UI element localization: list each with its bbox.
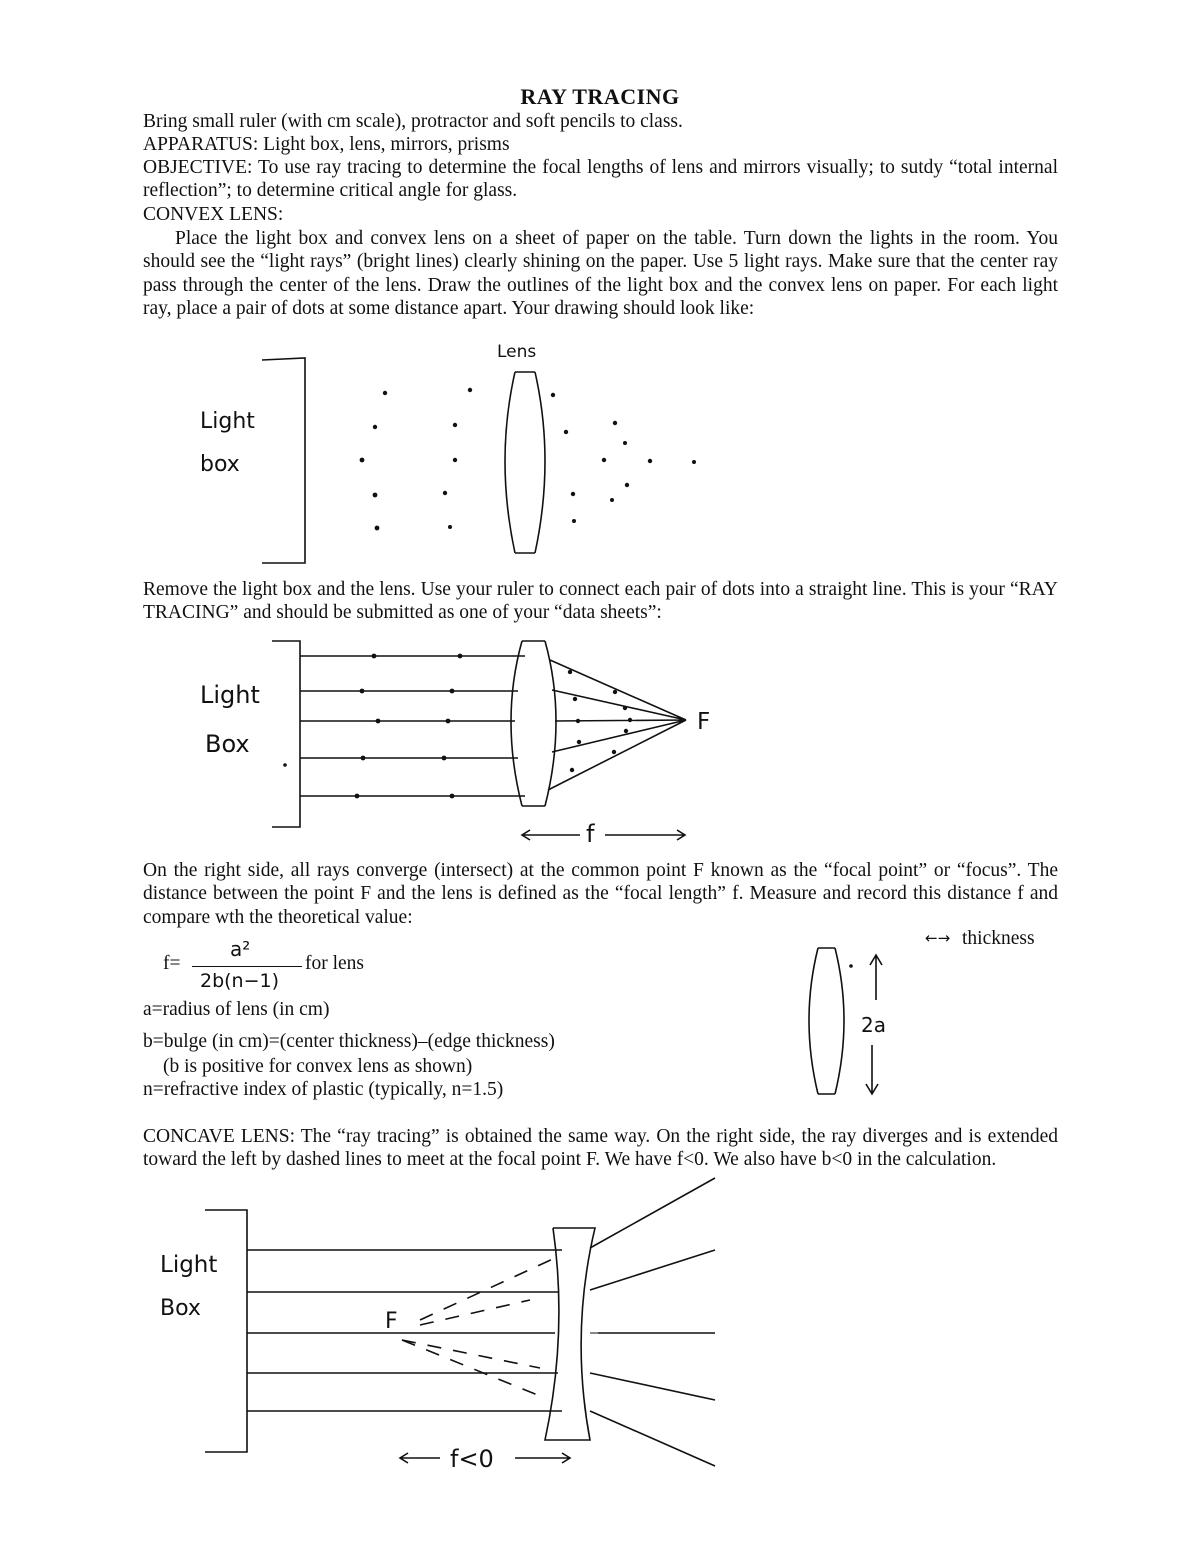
fig2-box-label-1: Light [200,681,260,709]
fig4-box-label-2: Box [160,1296,201,1321]
concave-paragraph: CONCAVE LENS: The “ray tracing” is obtained the same way. On the right side, the ray diverges and is extended toward the left by dashed lines to meet at the focal point F. We have f<0. We also have b<0 in the calculation. [143,1126,1058,1171]
page-title: RAY TRACING [520,84,680,109]
def-b-note: (b is positive for convex lens as shown) [163,1056,473,1077]
fig4-focus-label: F [385,1309,398,1334]
def-a: a=radius of lens (in cm) [143,999,330,1020]
formula-suffix: for lens [305,953,365,974]
convex-paragraph-2: Remove the light box and the lens. Use your ruler to connect each pair of dots into a straight line. This is your “RAY TRACING” and should be submitted as one of your “data sheets”: [143,579,1058,624]
def-b: b=bulge (in cm)=(center thickness)–(edge thickness) [143,1031,555,1052]
fig3-diameter-label: 2a [861,1013,886,1037]
fig1-box-label-1: Light [200,409,255,434]
apparatus-line: APPARATUS: Light box, lens, mirrors, prisms [143,134,510,155]
thickness-label: thickness [962,928,1035,949]
fig4-f-label: f<0 [450,1445,494,1473]
fig4-box-label-1: Light [160,1252,218,1278]
thickness-arrow-icon: ←→ [925,929,951,947]
light-box-outline-3 [205,1210,247,1452]
fig1-box-label-2: box [200,452,240,477]
formula-numerator: a² [230,937,251,961]
formula-lhs: f= [163,953,181,974]
fig2-box-label-2: Box [205,730,250,758]
convex-heading: CONVEX LENS: [143,204,284,225]
fig1-lens-label: Lens [497,342,537,362]
fig2-f-label: f [586,820,595,848]
convex-paragraph-1: Place the light box and convex lens on a sheet of paper on the table. Turn down the lights in the room. You should see the “light rays” (bright lines) clearly shining on the paper. Use 5 light rays. Make sure that the center ray pass through the center of the lens. Draw the outlines of the light box and the convex lens on paper. For each light ray, place a pair of dots at some distance apart. Your drawing should look like: [143,228,1058,319]
bring-instruction: Bring small ruler (with cm scale), protractor and soft pencils to class. [143,111,683,132]
def-n: n=refractive index of plastic (typically, n=1.5) [143,1079,504,1100]
convex-paragraph-3: On the right side, all rays converge (intersect) at the common point F known as the “focal point” or “focus”. The distance between the point F and the lens is defined as the “focal length” f. Measure and record this distance f and compare wth the theoretical value: [143,860,1058,928]
formula-denominator: 2b(n−1) [200,970,280,992]
objective-paragraph: OBJECTIVE: To use ray tracing to determine the focal lengths of lens and mirrors visually; to sutdy “total internal reflection”; to determine critical angle for glass. [143,157,1058,202]
fig2-focus-label: F [697,709,711,735]
